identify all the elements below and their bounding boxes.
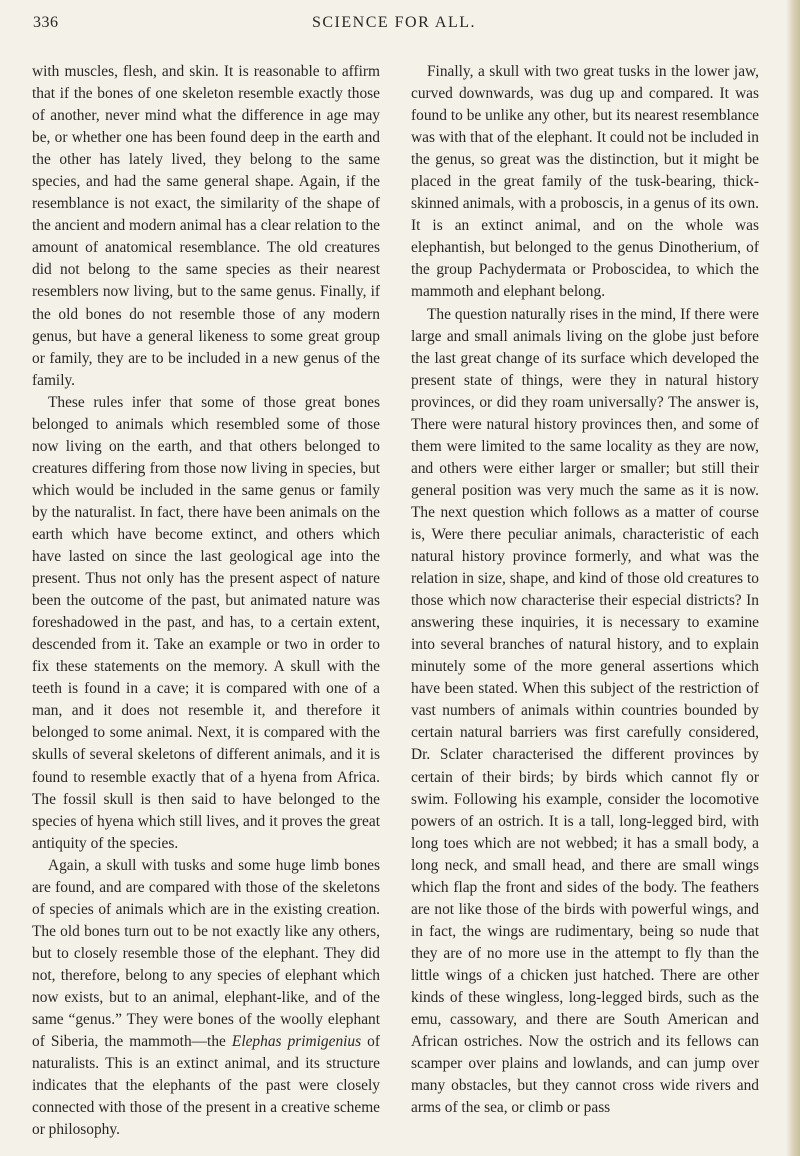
page-header <box>33 14 755 42</box>
left-column <box>32 61 380 1141</box>
paragraph: The question naturally rises in the mind, If there were large and small animals living on the globe just before the last great change of its surface which developed the present state of things, were they in natural history provinces, or did they roam universally? The answer is, There were natural history provinces then, and some of them were limited to the same locality as they are now, and others were either larger or smaller; but still their general position was very much the same as it is now. The next question which follows as a matter of course is, Were there peculiar animals, characteristic of each natural history province formerly, and what was the relation in size, shape, and kind of those old creatures to those which now characterise their especial districts? In answering these inquiries, it is necessary to examine into several branches of natural history, and to explain minutely some of the more general assertions which have been stated. When this subject of the restriction of vast numbers of animals within countries bounded by certain natural barriers was first carefully considered, Dr. Sclater characterised the different provinces by certain of their birds; by birds which cannot fly or swim. Following his example, consider the locomotive powers of an ostrich. It is a tall, long-legged bird, with long toes which are not webbed; it has a small body, a long neck, and small head, and there are small wings which flap the front and sides of the body. The feathers are not like those of the birds with powerful wings, and in fact, the wings are rudimentary, being so nude that they are of no more use in the attempt to fly than the little wings of a chicken just hatched. There are other kinds of these wingless, long-legged birds, such as the emu, cassowary, and there are South American and African ostriches. Now the ostrich and its fellows can scamper over plains and lowlands, and can jump over many obstacles, but they cannot cross wide rivers and arms of the sea, or climb or pass <box>411 305 759 1117</box>
species-name: Elephas primigenius <box>231 1033 362 1051</box>
paragraph-text: Again, a skull with tusks and some huge limb bones are found, and are compared with those of the skeletons of species of animals which are in the existing creation. The old bones turn out to be not exactly like any others, but to closely resemble those of the elephant. They did not, therefore, belong to any species of elephant which now exists, but to an animal, elephant-like, and of the same “genus.” They were bones of the woolly elephant of Siberia, the mammoth—the <box>32 856 380 1051</box>
paragraph <box>32 855 380 1142</box>
running-head: SCIENCE FOR ALL. <box>311 14 476 31</box>
paragraph: These rules infer that some of those great bones belonged to animals which resembled some of those now living on the earth, and that others belonged to creatures differing from those now living in species, but which would be included in the same genus or family by the naturalist. In fact, there have been animals on the earth which have become extinct, and others which have lasted on since the last geological age into the present. Thus not only has the present aspect of nature been the outcome of the past, but animated nature was foreshadowed in the past, and has, to a certain extent, descended from it. Take an example or two in order to fix these statements on the memory. A skull with the teeth is found in a cave; it is compared with one of a man, and it does not resemble it, and therefore it belonged to some animal. Next, it is compared with the skulls of several skeletons of different animals, and it is found to resemble exactly that of a hyena from Africa. The fossil skull is then said to have belonged to the species of hyena which still lives, and it proves the great antiquity of the species. <box>32 393 380 852</box>
right-column <box>411 61 759 1119</box>
paragraph: with muscles, flesh, and skin. It is reasonable to affirm that if the bones of one skeleton resemble exactly those of another, never mind what the difference in age may be, or whether one has been found deep in the earth and the other has lately lived, they belong to the same species, and had the same general shape. Again, if the resemblance is not exact, the similarity of the shape of the ancient and modern animal has a clear relation to the amount of anatomical resemblance. The old creatures did not belong to the same species as their nearest resemblers now living, but to the same genus. Finally, if the old bones do not resemble those of any modern genus, but have a general likeness to some great group or family, they are to be included in a new genus of the family. <box>32 63 380 389</box>
page-edge <box>786 0 800 1156</box>
paragraph-text: of naturalists. This is an extinct animal, and its structure indicates that the elephants of the past were closely connected with those of the present in a creative scheme or philosophy. <box>32 1033 380 1139</box>
page-number: 336 <box>33 14 59 31</box>
paragraph: Finally, a skull with two great tusks in the lower jaw, curved downwards, was dug up and compared. It was found to be unlike any other, but its nearest resemblance was with that of the elephant. It could not be included in the genus, so great was the distinction, but it might be placed in the great family of the tusk-bearing, thick-skinned animals, with a proboscis, in a genus of its own. It is an extinct animal, and on the whole was elephantish, but belonged to the genus Dinotherium, of the group Pachydermata or Proboscidea, to which the mammoth and elephant belong. <box>411 63 759 301</box>
